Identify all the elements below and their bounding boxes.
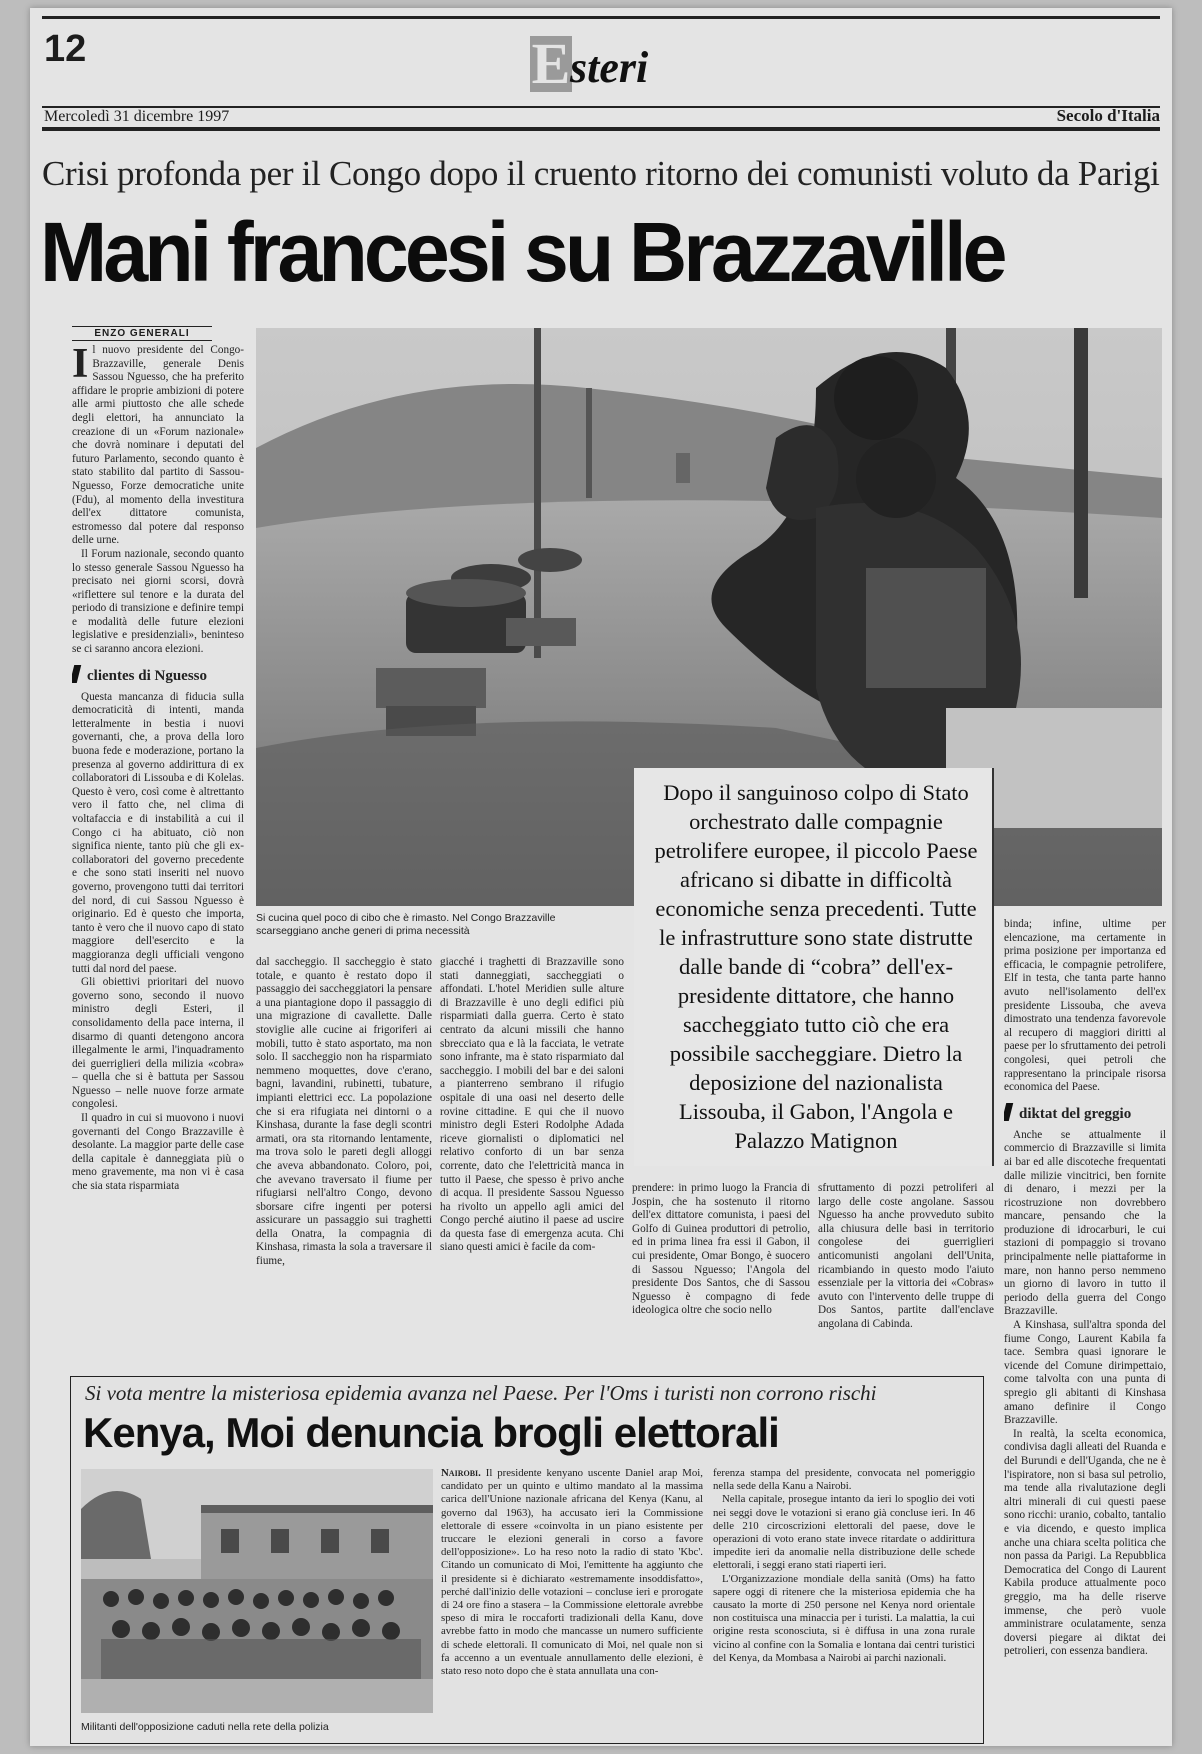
article-column-2 [256, 956, 432, 1376]
newspaper-page [30, 8, 1172, 1746]
protesters-image [81, 1469, 433, 1713]
paragraph: In realtà, la scelta economica, condivisa dagli alleati del Ruanda e del Burundi e dell'Uganda, che ne è l'ispiratore, non si basa sul petrolio, ma tende alla rivalutazione degli altri minerali di cui questi paese sono ricchi: uranio, cobalto, tantalio e via dicendo, e questo implica anche una chiara scelta politica che non passa da Parigi. La Repubblica Democratica del Congo di Laurent Kabila produce attualmente poco greggio, ma ha delle riserve immense, che però vuole amministrare oculatamente, senza doversi piegare ai diktat dei petrolieri, con essenza bandiera. [1004, 1427, 1166, 1658]
newspaper-name: Secolo d'Italia [1056, 106, 1160, 125]
slash-icon [72, 665, 81, 683]
kenya-article-box [70, 1376, 984, 1744]
kenya-column-2 [713, 1467, 975, 1737]
page-number: 12 [44, 28, 87, 70]
paragraph: prendere: in primo luogo la Francia di Jospin, che ha sostenuto il ritorno dell'ex dittatore comunista, i paesi del Golfo di Guinea produttori di petrolio, ed in prima linea fra essi il Gabon, il cui presidente, Omar Bongo, è suocero di Sassou Nguesso; l'Angola del presidente Dos Santos, che di Sassou Nguesso è compagno di fede ideologica oltre che socio nello [632, 1182, 810, 1317]
photo-caption: Si cucina quel poco di cibo che è rimasto. Nel Congo Brazzaville scarseggiano anche generi di prima necessità [256, 912, 556, 937]
paragraph: Anche se attualmente il commercio di Brazzaville si limita ai bar ed alle discoteche frequentati dalle milizie vincitrici, ben fornite di denaro, i mezzi per la ricostruzione non dovrebbero mancare, pensando che la produzione di idrocarburi, le cui stazioni di pompaggio si trovano principalmente nelle piattaforme in mare, non hanno perso nemmeno un giorno di lavoro in tutto il periodo della guerra del Congo Brazzaville. [1004, 1128, 1166, 1318]
paragraph: l nuovo presidente del Congo-Brazzaville, generale Denis Sassou Nguesso, che ha preferito affidare le proprie ambizioni di potere alle armi piuttosto che alle schede degli elettori, ha annunciato la creazione di un «Forum nazionale» che dovrà nominare i deputati del futuro Parlamento, secondo quanto è stato stabilito dal partito di Sassou-Nguesso, Forze democratiche unite (Fdu), al momento della investitura dell'ex dittatore comunista, estromesso dal potere dal responso delle urne. [72, 344, 244, 547]
kenya-photo-caption: Militanti dell'opposizione caduti nella rete della polizia [81, 1721, 329, 1733]
slash-icon [1004, 1103, 1013, 1121]
paragraph: Il presidente kenyano uscente Daniel arap Moi, candidato per un quinto e ultimo mandato al la massima carica dell'Unione nazionale africana del Kenya (Kanu, al governo dal 1963), ha accusato ieri la Commissione elettorale di essere «coinvolta in un piano esistente per truccare le elezioni generali in corso a favore dell'opposizione». Lo ha reso noto la radio di stato 'Kbc'. Citando un comunicato di Moi, l'emittente ha aggiunto che il presidente si è dichiarato «estremamente insoddisfatto», perché dall'inizio delle votazioni – concluse ieri e prorogate di 24 ore fino a stasera – la Commissione elettorale avrebbe speso di mira le roccaforti tradizionali della Kanu, dove avrebbe fatto in modo che mancasse un numero sufficiente di schede elettorali. Il comunicato di Moi, nel quale non si fa accenno a un eventuale annullamento delle elezioni, è stato reso noto dopo che è stata annullata una con- [441, 1467, 703, 1678]
article-kicker: Crisi profonda per il Congo dopo il cruento ritorno dei comunisti voluto da Parigi [42, 154, 1160, 193]
section-title [530, 32, 730, 94]
pull-quote: Dopo il sanguinoso colpo di Stato orchestrato dalle compagnie petrolifere europee, il piccolo Paese africano si dibatte in difficoltà economiche senza precedenti. Tutte le infrastrutture sono state distrutte dalle bande di “cobra” dell'ex-presidente dittatore, che hanno saccheggiato tutto ciò che era possibile saccheggiare. Dietro la deposizione del nazionalista Lissouba, il Gabon, l'Angola e Palazzo Matignon [634, 768, 994, 1166]
paragraph: sfruttamento di pozzi petroliferi al largo delle coste angolane. Sassou Nguesso ha anche provveduto subito alla chiusura delle basi in territorio congolese dei guerriglieri anticomunisti angolani dell'Unita, ricambiando in questo modo l'aiuto essenziale per la vittoria dei «Cobras» avuto con l'intervento delle truppe di Dos Santos, partite dall'enclave angolana di Cabinda. [818, 1182, 994, 1330]
kenya-column-1 [441, 1467, 703, 1737]
article-column-6 [1004, 918, 1166, 1742]
article-column-3 [440, 956, 624, 1376]
subhead-clientes: clientes di Nguesso [72, 665, 244, 685]
paragraph: dal saccheggio. Il saccheggio è stato totale, e quanto è restato dopo il passaggio dei saccheggiatori la pensare a una piantagione dopo il passaggio di una migrazione di cavallette. Dalle stoviglie alle cucine ai frigoriferi ai mobili, tutto è stato asportato, ma non solo. Il saccheggio non ha risparmiato nemmeno moquettes, dove c'erano, bagni, lavandini, rubinetti, tubature, impianti elettrici ecc. La popolazione che si era rifugiata nei dintorni o a Kinshasa, durante la fase degli scontri armati, ora sta ritornando lentamente, ma trova solo le pareti degli alloggi che aveva abbandonato. Coloro, poi, che avevano traversato il fiume per rifugiarsi nell'altro Congo, devono sborsare cifre ingenti per potersi assicurare un passaggio sui traghetti della Onatra, la compagnia di Kinshasa, rimasta la sola a traversare il fiume, [256, 956, 432, 1268]
paragraph: Gli obiettivi prioritari del nuovo governo sono, secondo il nuovo ministro degli Esteri, il consolidamento della pace interna, il disarmo di quanti detengono ancora illegalmente le armi, l'inquadramento dei guerriglieri della milizia «cobra» – quella che si è battuta per Sassou Nguesso – nelle nuove forze armate congolesi. [72, 976, 244, 1111]
paragraph: giacché i traghetti di Brazzaville sono stati danneggiati, saccheggiati o affondati. L'hotel Meridien sulle alture di Brazzaville è uno degli edifici più risparmiati dalla guerra. Certo è stato centrato da alcuni missili che hanno sbrecciato qua e là la facciata, le vetrate sono infrante, ma è stato risparmiato dal saccheggio. I mobili del bar e dei saloni a pianterreno sembrano il rifugio ospitale di una oasi nel deserto delle rovine cittadine. E qui che il nuovo ministro degli Esteri Rodolphe Adada riceve giornalisti o diplomatici nel relativo conforto di un bar senza corrente, dato che l'elettricità manca in tutto il Paese, che spesso è privo anche di acqua. Il presidente Sassou Nguesso ha rivolto un appello agli amici del Congo perché aiutino il paese ad uscire da questa fase di emergenza acuta. Chi siano questi amici è facile da com- [440, 956, 624, 1254]
paragraph: Il Forum nazionale, secondo quanto lo stesso generale Sassou Nguesso ha precisato nei giorni scorsi, dovrà «riflettere sul tenore e la durata del periodo di transizione e definire tempi e modalità delle future elezioni legislative e presidenziali», beninteso se ci saranno ancora elezioni. [72, 547, 244, 656]
article-headline: Mani francesi su Brazzaville [40, 205, 1004, 299]
article-column-5 [818, 1182, 994, 1374]
dateline: Nairobi. [441, 1467, 481, 1479]
article-column-1 [72, 344, 244, 1394]
section-title-text: steri [570, 43, 649, 92]
section-initial-block: E [531, 31, 571, 96]
subhead-diktat: diktat del greggio [1004, 1103, 1166, 1123]
article-column-4 [632, 1182, 810, 1374]
masthead-rule-top [42, 16, 1160, 19]
kenya-photo [81, 1469, 433, 1713]
issue-date: Mercoledì 31 dicembre 1997 [44, 108, 230, 125]
paragraph: Questa mancanza di fiducia sulla democraticità di intenti, manda letteralmente in bestia i nuovi governanti, che, a prova della loro buona fede e moderazione, portano la presenza al governo addirittura di ex collaboratori di Lissouba e di Kolelas. Questo è vero, così come è altrettanto vero il fatto che, nel clima di voltafaccia e di instabilità a cui il Congo ci ha abituato, ciò non significa niente, tanto più che gli ex-collaboratori del governo precedente e che sono stati inseriti nel nuovo governo, provengono tutti dai territori del nord, di cui Sassou Nguesso è originario. Ed è questo che importa, tanto è vero che il nuovo capo di stato maggiore dell'esercito e la maggioranza degli ufficiali vengono tutti dal nord del paese. [72, 690, 244, 975]
paragraph: Il quadro in cui si muovono i nuovi governanti del Congo Brazzaville è desolante. La maggior parte delle case della capitale è danneggiata più o meno gravemente, ma non vi è casa che sia stata risparmiata [72, 1112, 244, 1193]
kenya-kicker: Si vota mentre la misteriosa epidemia avanza nel Paese. Per l'Oms i turisti non corrono rischi [85, 1381, 877, 1405]
article-byline: ENZO GENERALI [72, 326, 212, 341]
paragraph: Nella capitale, prosegue intanto da ieri lo spoglio dei voti nei seggi dove le votazioni si erano già concluse ieri. In 46 delle 210 circoscrizioni elettorali del paese, dove le operazioni di voto erano state invece ritardate o addirittura impedite ieri da anomalie nella distribuzione delle schede elettorali, i seggi erano stati riaperti ieri. [713, 1493, 975, 1572]
dropcap: I [72, 344, 89, 387]
paragraph: binda; infine, ultime per elencazione, ma certamente in prima posizione per importanza ed efficacia, le compagnie petrolifere, Elf in testa, che tanta parte hanno avuto nell'isolamento dell'ex presidente Lissouba, che aveva dimostrato una tendenza favorevole al recupero di maggiori diritti al paese per lo sfruttamento dei petroli congolesi, quei petroli che rappresentano la principale risorsa economica del Paese. [1004, 918, 1166, 1094]
paragraph: A Kinshasa, sull'altra sponda del fiume Congo, Laurent Kabila fa tace. Sembra quasi ignorare le vicende del Comune dirimpettaio, come talvolta con una punta di spregio gli abitanti di Kinshasa amano definire il Congo Brazzaville. [1004, 1319, 1166, 1427]
paragraph: L'Organizzazione mondiale della sanità (Oms) ha fatto sapere oggi di ritenere che la misteriosa epidemia che ha causato la morte di 250 persone nel Kenya nord orientale non costituisca una minaccia per i turisti. La malattia, la cui origine resta sconosciuta, si è diffusa in una zona rurale vicino al confine con la Somalia e lontana dai centri turistici del Kenya, da Mombasa a Nairobi ai parchi nazionali. [713, 1572, 975, 1664]
masthead-rule-bottom [42, 127, 1160, 131]
paragraph: ferenza stampa del presidente, convocata nel pomeriggio nella sede della Kanu a Nairobi. [713, 1467, 975, 1493]
kenya-headline: Kenya, Moi denuncia brogli elettorali [83, 1409, 779, 1456]
